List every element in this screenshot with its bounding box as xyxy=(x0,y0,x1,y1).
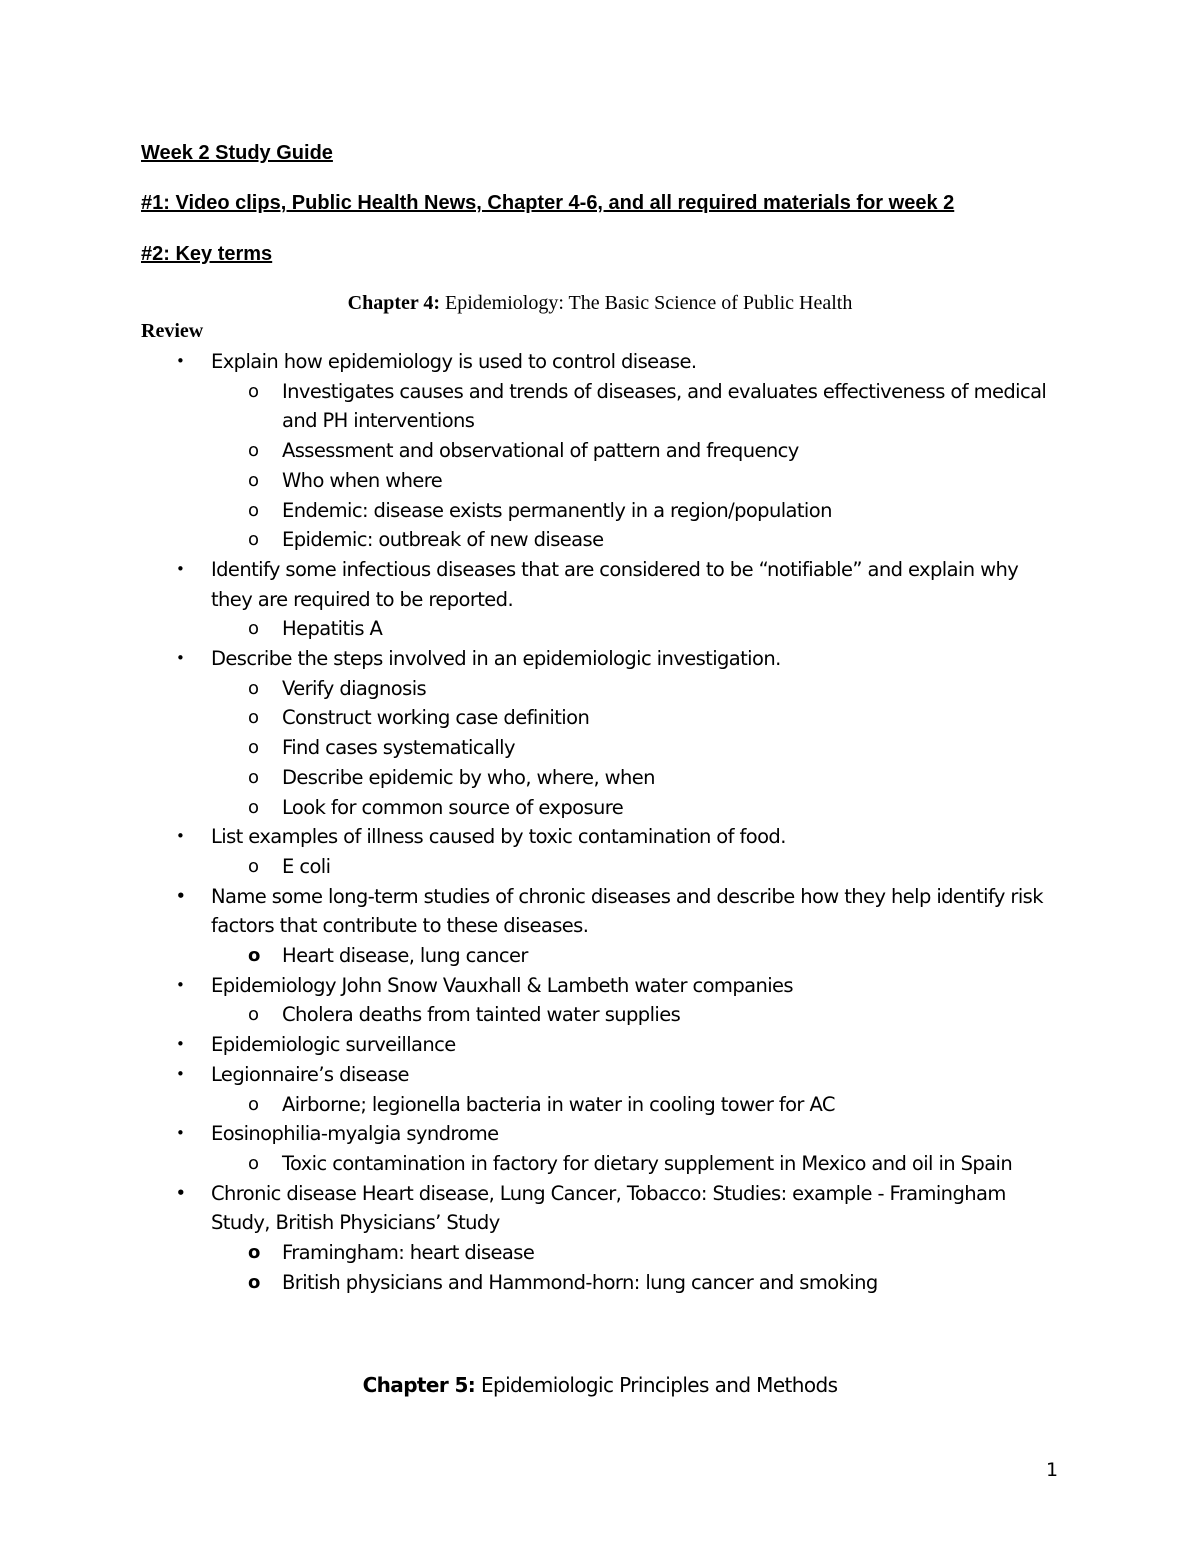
document-title: Week 2 Study Guide xyxy=(141,142,333,164)
list-item-text: Name some long-term studies of chronic diseases and describe how they help identify risk factors that contribute to these diseases. xyxy=(211,884,1043,938)
circle-bullet-icon: o xyxy=(248,737,259,759)
list-item-text: Identify some infectious diseases that are considered to be “notifiable” and explain why they are required to be reported. xyxy=(211,557,1019,611)
bullet-icon: • xyxy=(176,827,185,846)
list-item-text: Describe the steps involved in an epidemiologic investigation. xyxy=(211,647,781,671)
bullet-icon: • xyxy=(176,559,185,578)
circle-bullet-icon: o xyxy=(248,1093,259,1115)
sub-list-item xyxy=(0,852,1200,882)
bullet-icon: • xyxy=(176,886,185,905)
chapter-5-heading xyxy=(0,1373,1200,1397)
section-heading-materials: #1: Video clips, Public Health News, Chapter 4-6, and all required materials for week 2 xyxy=(141,192,955,214)
sub-list-item xyxy=(0,436,1200,466)
section-heading-key-terms: #2: Key terms xyxy=(141,243,273,265)
sub-list-item-text: Endemic: disease exists permanently in a region/population xyxy=(282,498,832,522)
list-item-text: Legionnaire’s disease xyxy=(211,1062,409,1086)
bullet-icon: • xyxy=(176,649,185,668)
chapter-5-title: Epidemiologic Principles and Methods xyxy=(480,1373,838,1397)
chapter-4-label: Chapter 4: xyxy=(347,292,441,314)
circle-bullet-icon: o xyxy=(248,529,259,551)
list-item xyxy=(0,644,1200,674)
list-item-text: Epidemiology John Snow Vauxhall & Lambeth water companies xyxy=(211,973,793,997)
list-item-text: Epidemiologic surveillance xyxy=(211,1033,456,1057)
sub-list-item-text: Framingham: heart disease xyxy=(282,1241,535,1265)
circle-bullet-icon: o xyxy=(248,1004,259,1026)
bullet-icon: • xyxy=(176,352,185,370)
sub-list-item xyxy=(0,733,1200,763)
bullet-icon: • xyxy=(176,1064,185,1083)
sub-list-item xyxy=(0,793,1200,823)
bullet-icon: • xyxy=(176,1035,185,1054)
sub-list-item xyxy=(0,941,1200,971)
list-item xyxy=(0,971,1200,1001)
sub-list-item-text: Airborne; legionella bacteria in water in cooling tower for AC xyxy=(282,1092,835,1116)
sub-list-item-text: Verify diagnosis xyxy=(282,676,427,700)
sub-list-item xyxy=(0,763,1200,793)
sub-list-item-text: Investigates causes and trends of diseases, and evaluates effectiveness of medical and PH interventions xyxy=(282,379,1047,433)
circle-bullet-icon: o xyxy=(248,1271,260,1293)
bullet-icon: • xyxy=(176,1183,185,1202)
sub-list-item-text: Hepatitis A xyxy=(282,617,383,641)
chapter-4-title: Epidemiology: The Basic Science of Public Health xyxy=(445,292,853,314)
list-item xyxy=(0,1060,1200,1090)
sub-list-item xyxy=(0,496,1200,526)
sub-list-item xyxy=(0,1000,1200,1030)
sub-list-item xyxy=(0,377,1200,436)
sub-list-item xyxy=(0,1268,1200,1298)
circle-bullet-icon: o xyxy=(248,855,259,877)
sub-list-item xyxy=(0,1238,1200,1268)
page-number: 1 xyxy=(1046,1459,1059,1481)
sub-list-item-text: Assessment and observational of pattern and frequency xyxy=(282,439,799,463)
sub-list-item-text: E coli xyxy=(282,854,331,878)
list-item xyxy=(0,822,1200,852)
circle-bullet-icon: o xyxy=(248,499,259,521)
sub-list-item-text: Cholera deaths from tainted water supplies xyxy=(282,1003,681,1027)
list-item xyxy=(0,347,1200,377)
sub-list-item xyxy=(0,1149,1200,1179)
circle-bullet-icon: o xyxy=(248,766,259,788)
list-item xyxy=(0,1179,1200,1238)
sub-list-item xyxy=(0,1090,1200,1120)
circle-bullet-icon: o xyxy=(248,618,259,640)
list-item xyxy=(0,1030,1200,1060)
circle-bullet-icon: o xyxy=(248,707,259,729)
sub-list-item-text: Construct working case definition xyxy=(282,706,590,730)
sub-list-item xyxy=(0,466,1200,496)
list-item xyxy=(0,882,1200,941)
circle-bullet-icon: o xyxy=(248,440,259,462)
chapter-5-label: Chapter 5: xyxy=(362,1373,476,1397)
sub-list-item-text: Toxic contamination in factory for dietary supplement in Mexico and oil in Spain xyxy=(282,1151,1013,1175)
review-list xyxy=(0,347,1200,1298)
circle-bullet-icon: o xyxy=(248,1152,259,1174)
list-item-text: Eosinophilia-myalgia syndrome xyxy=(211,1122,499,1146)
circle-bullet-icon: o xyxy=(248,796,259,818)
sub-list-item-text: Look for common source of exposure xyxy=(282,795,624,819)
circle-bullet-icon: o xyxy=(248,380,259,402)
list-item-text: Explain how epidemiology is used to control disease. xyxy=(211,350,697,373)
sub-list-item xyxy=(0,525,1200,555)
list-item xyxy=(0,1119,1200,1149)
sub-list-item-text: Who when where xyxy=(282,468,443,492)
bullet-icon: • xyxy=(176,975,185,994)
circle-bullet-icon: o xyxy=(248,1242,260,1264)
sub-list-item xyxy=(0,674,1200,704)
list-item-text: Chronic disease Heart disease, Lung Cancer, Tobacco: Studies: example - Framingham Study, British Physicians’ Study xyxy=(211,1181,1006,1235)
sub-list-item-text: Describe epidemic by who, where, when xyxy=(282,765,655,789)
circle-bullet-icon: o xyxy=(248,677,259,699)
sub-list-item xyxy=(0,703,1200,733)
bullet-icon: • xyxy=(176,1124,185,1143)
sub-list-item xyxy=(0,614,1200,644)
list-item-text: List examples of illness caused by toxic contamination of food. xyxy=(211,825,786,849)
sub-list-item-text: British physicians and Hammond-horn: lung cancer and smoking xyxy=(282,1270,878,1294)
review-label: Review xyxy=(141,320,204,342)
circle-bullet-icon: o xyxy=(248,945,260,967)
sub-list-item-text: Find cases systematically xyxy=(282,736,515,760)
circle-bullet-icon: o xyxy=(248,469,259,491)
sub-list-item-text: Epidemic: outbreak of new disease xyxy=(282,528,604,552)
list-item xyxy=(0,555,1200,614)
sub-list-item-text: Heart disease, lung cancer xyxy=(282,944,528,968)
chapter-4-heading xyxy=(0,292,1200,315)
